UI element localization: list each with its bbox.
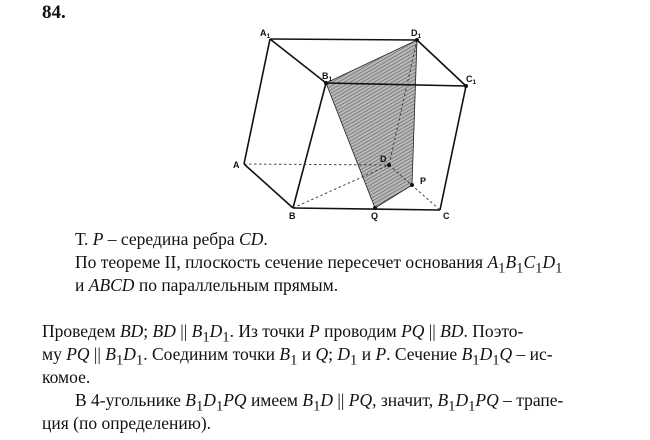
text-line-3: и ABCD по параллельным прямым.: [75, 275, 339, 295]
vertex-label-d: D: [380, 154, 387, 164]
section-b1d1pq: [326, 40, 417, 208]
text-line-1: Т. P – середина ребра CD.: [75, 229, 268, 249]
text-line-5: му PQ || $B_1D_1$. Соединим точки $B_1$ и Q; $D_1$ и P. Сечение $B_1D_1Q - ис-$: [42, 344, 553, 369]
text-line-7: В 4-угольнике $B_1D_1PQ$ имеем $B_1D$ || PQ, значит, $B_1D_1PQ$ – трапе-: [75, 390, 564, 415]
vertex-label-p: P: [420, 176, 427, 186]
text-line-2: По теореме II, плоскость сечение пересечет основания $A_1B_1C_1D_1$: [75, 252, 563, 277]
text-line-6: комое.: [42, 367, 91, 387]
vertex-label-c1: $C_1$: [466, 74, 477, 86]
text-line-8: ция (по определению).: [42, 413, 212, 433]
vertex-label-d1: $D_1$: [411, 28, 422, 40]
vertex-label-b: B: [289, 211, 296, 221]
vertex-label-b1: $B_1$: [322, 71, 333, 83]
vertex-label-q: Q: [371, 211, 379, 221]
vertex-label-a1: $A_1$: [260, 28, 271, 40]
text-line-4: Проведем BD; BD || $B_1D_1$. Из точки P проводим PQ || BD. Поэто-: [42, 321, 524, 346]
vertex-label-a: A: [233, 160, 240, 170]
problem-number: 84.: [42, 2, 66, 23]
vertex-label-c: C: [443, 211, 450, 221]
